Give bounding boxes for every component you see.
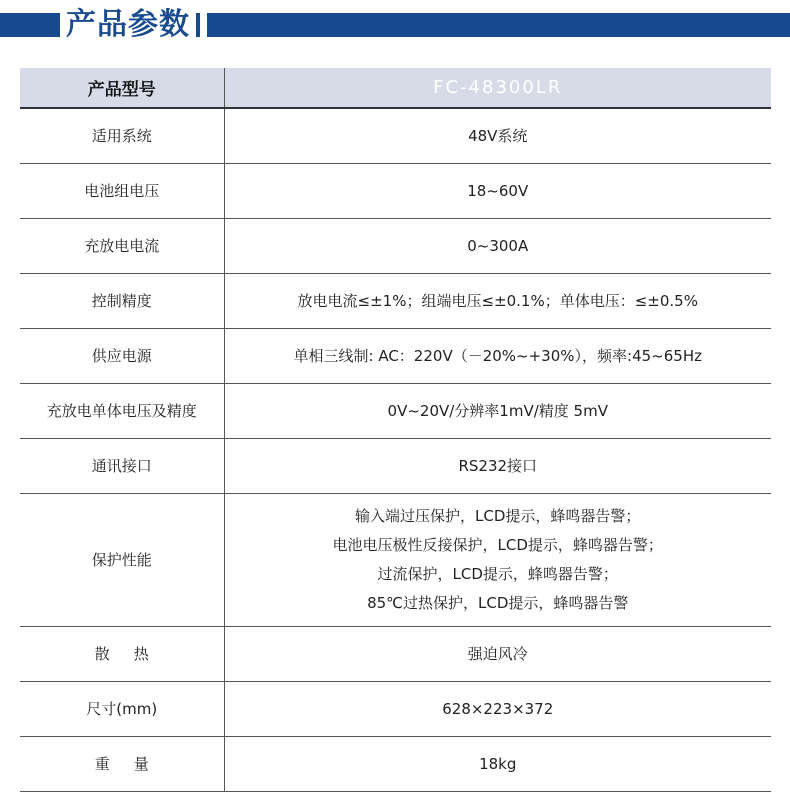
table-row (20, 328, 771, 383)
section-header (0, 0, 790, 50)
cooling-label-text: 散热 (94, 645, 173, 663)
table-row (20, 736, 771, 791)
row-value-cell-voltage: 0V~20V/分辨率1mV/精度 5mV (224, 383, 771, 438)
header-bar-left (0, 13, 60, 37)
table-row (20, 163, 771, 218)
weight-label-text: 重量 (94, 755, 173, 773)
row-value-protection (224, 493, 771, 626)
row-label-dimensions: 尺寸(mm) (20, 681, 224, 736)
model-number: FC-48300LR (224, 68, 771, 108)
spec-table (20, 68, 771, 792)
table-row (20, 493, 771, 626)
protection-line: 85℃过热保护，LCD提示，蜂鸣器告警 (367, 593, 629, 612)
row-value-interface: RS232接口 (224, 438, 771, 493)
table-row (20, 681, 771, 736)
table-row (20, 273, 771, 328)
row-label-accuracy: 控制精度 (20, 273, 224, 328)
row-label-system: 适用系统 (20, 108, 224, 163)
row-value-weight: 18kg (224, 736, 771, 791)
section-title: 产品参数 (66, 7, 190, 42)
row-label-interface: 通讯接口 (20, 438, 224, 493)
protection-line: 输入端过压保护，LCD提示，蜂鸣器告警； (355, 506, 641, 525)
row-value-current: 0~300A (224, 218, 771, 273)
row-label-current: 充放电电流 (20, 218, 224, 273)
protection-line: 过流保护，LCD提示，蜂鸣器告警； (377, 564, 618, 583)
row-value-cooling: 强迫风冷 (224, 626, 771, 681)
row-label-cooling (20, 626, 224, 681)
header-divider (196, 13, 200, 37)
row-value-power-supply: 单相三线制: AC：220V（－20%~+30%），频率:45~65Hz (224, 328, 771, 383)
model-label: 产品型号 (20, 68, 224, 108)
table-row (20, 218, 771, 273)
row-value-system: 48V系统 (224, 108, 771, 163)
row-label-protection: 保护性能 (20, 493, 224, 626)
table-row (20, 383, 771, 438)
row-value-dimensions: 628×223×372 (224, 681, 771, 736)
row-label-battery-voltage: 电池组电压 (20, 163, 224, 218)
row-label-power-supply: 供应电源 (20, 328, 224, 383)
table-row (20, 438, 771, 493)
table-header-row (20, 68, 771, 108)
protection-line: 电池电压极性反接保护，LCD提示，蜂鸣器告警； (332, 535, 663, 554)
header-bar-right (207, 13, 790, 37)
row-value-battery-voltage: 18~60V (224, 163, 771, 218)
row-value-accuracy: 放电电流≤±1%；组端电压≤±0.1%；单体电压：≤±0.5% (224, 273, 771, 328)
row-label-cell-voltage: 充放电单体电压及精度 (20, 383, 224, 438)
row-label-weight (20, 736, 224, 791)
table-row (20, 626, 771, 681)
table-row (20, 108, 771, 163)
